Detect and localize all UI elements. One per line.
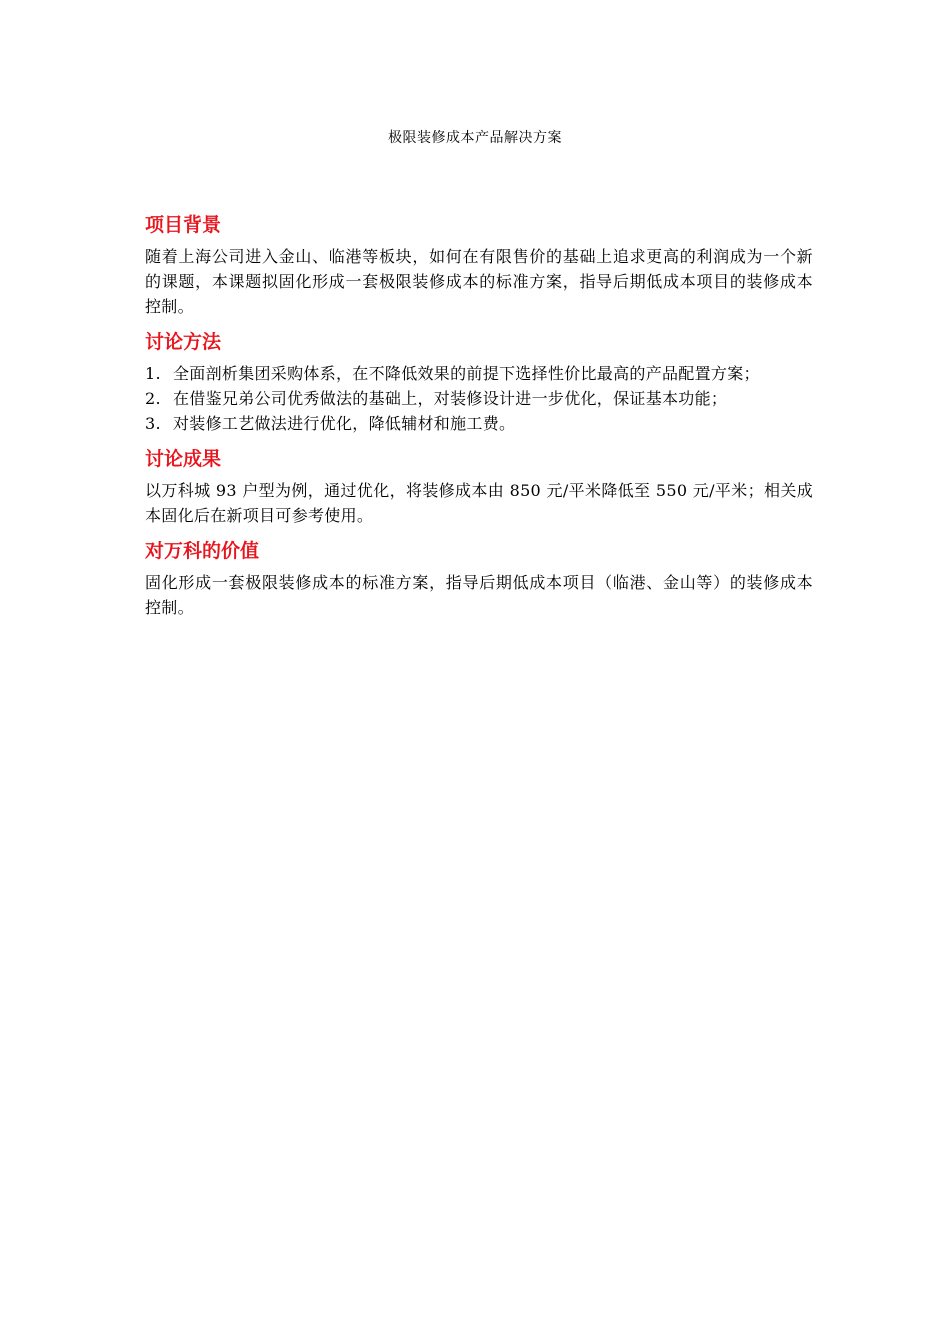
section-text-background: 随着上海公司进入金山、临港等板块，如何在有限售价的基础上追求更高的利润成为一个新的课题，本课题拟固化形成一套极限装修成本的标准方案，指导后期低成本项目的装修成本控制。 [145,247,813,316]
section-heading-method: 讨论方法 [145,331,222,353]
list-item-number: 1. [145,364,161,383]
list-item-text: 在借鉴兄弟公司优秀做法的基础上，对装修设计进一步优化，保证基本功能； [173,389,728,408]
list-item-number: 3. [145,414,161,433]
document-body [145,210,813,628]
list-item-text: 全面剖析集团采购体系，在不降低效果的前提下选择性价比最高的产品配置方案； [173,364,760,383]
section-heading-background: 项目背景 [145,214,222,236]
method-list [145,361,813,436]
section-heading-value: 对万科的价值 [145,540,260,562]
list-item [145,386,813,411]
list-item [145,361,813,386]
document-title: 极限装修成本产品解决方案 [388,130,562,146]
section-text-results: 以万科城 93 户型为例，通过优化，将装修成本由 850 元/平米降低至 550 元/平米；相关成本固化后在新项目可参考使用。 [145,481,813,525]
section-heading-results: 讨论成果 [145,448,222,470]
section-text-value: 固化形成一套极限装修成本的标准方案，指导后期低成本项目（临港、金山等）的装修成本控制。 [145,573,813,617]
list-item-number: 2. [145,389,161,408]
list-item-text: 对装修工艺做法进行优化，降低辅材和施工费。 [173,414,516,433]
list-item [145,411,813,436]
